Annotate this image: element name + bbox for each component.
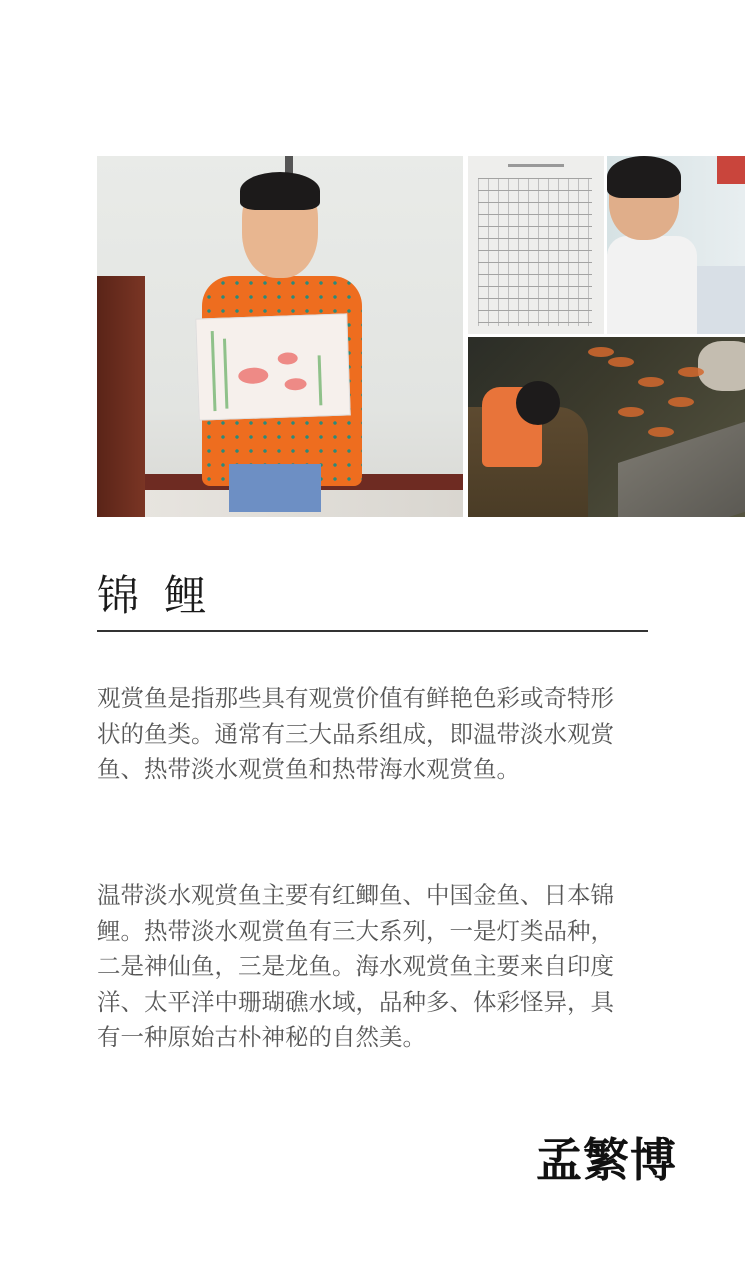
window-frame (717, 156, 745, 184)
photo-boy-writing (607, 156, 745, 334)
drawing-fish (278, 352, 298, 365)
sheet-title-line (508, 164, 564, 167)
photo-essay-sheet (468, 156, 604, 334)
article-paragraph-2: 温带淡水观赏鱼主要有红鲫鱼、中国金鱼、日本锦鲤。热带淡水观赏鱼有三大系列，一是灯类品种，二是神仙鱼，三是龙鱼。海水观赏鱼主要来自印度洋、太平洋中珊瑚礁水域，品种多、体彩怪异，具有一种原始古朴神秘的自然美。 (97, 881, 614, 1051)
koi-fish (668, 397, 694, 407)
drawing-reed (211, 331, 217, 411)
drawing-reed (223, 339, 228, 409)
drawing-reed (318, 355, 323, 405)
stone-walkway (618, 411, 745, 517)
koi-fish (618, 407, 644, 417)
koi-drawing (195, 313, 350, 420)
article-paragraph-1: 观赏鱼是指那些具有观赏价值有鲜艳色彩或奇特形状的鱼类。通常有三大品系组成，即温带淡水观赏鱼、热带淡水观赏鱼和热带海水观赏鱼。 (97, 684, 614, 783)
boy-shirt (607, 236, 697, 334)
drawing-fish (284, 378, 306, 391)
article-title: 锦 鲤 (97, 571, 213, 620)
drawing-fish (238, 367, 269, 384)
title-divider (97, 630, 648, 632)
writing-grid (478, 178, 592, 326)
koi-fish (588, 347, 614, 357)
koi-fish (638, 377, 664, 387)
photo-collage (97, 156, 745, 517)
photo-boy-with-drawing (97, 156, 463, 517)
pond-stone (698, 341, 745, 391)
boy-hair (607, 156, 681, 198)
koi-fish (608, 357, 634, 367)
koi-fish (648, 427, 674, 437)
door (97, 276, 145, 517)
author-signature: 孟繁博 (536, 1133, 677, 1187)
boy-hair (516, 381, 560, 425)
photo-koi-pond (468, 337, 745, 517)
boy-shorts (229, 464, 321, 512)
boy-hair (240, 172, 320, 210)
koi-fish (678, 367, 704, 377)
